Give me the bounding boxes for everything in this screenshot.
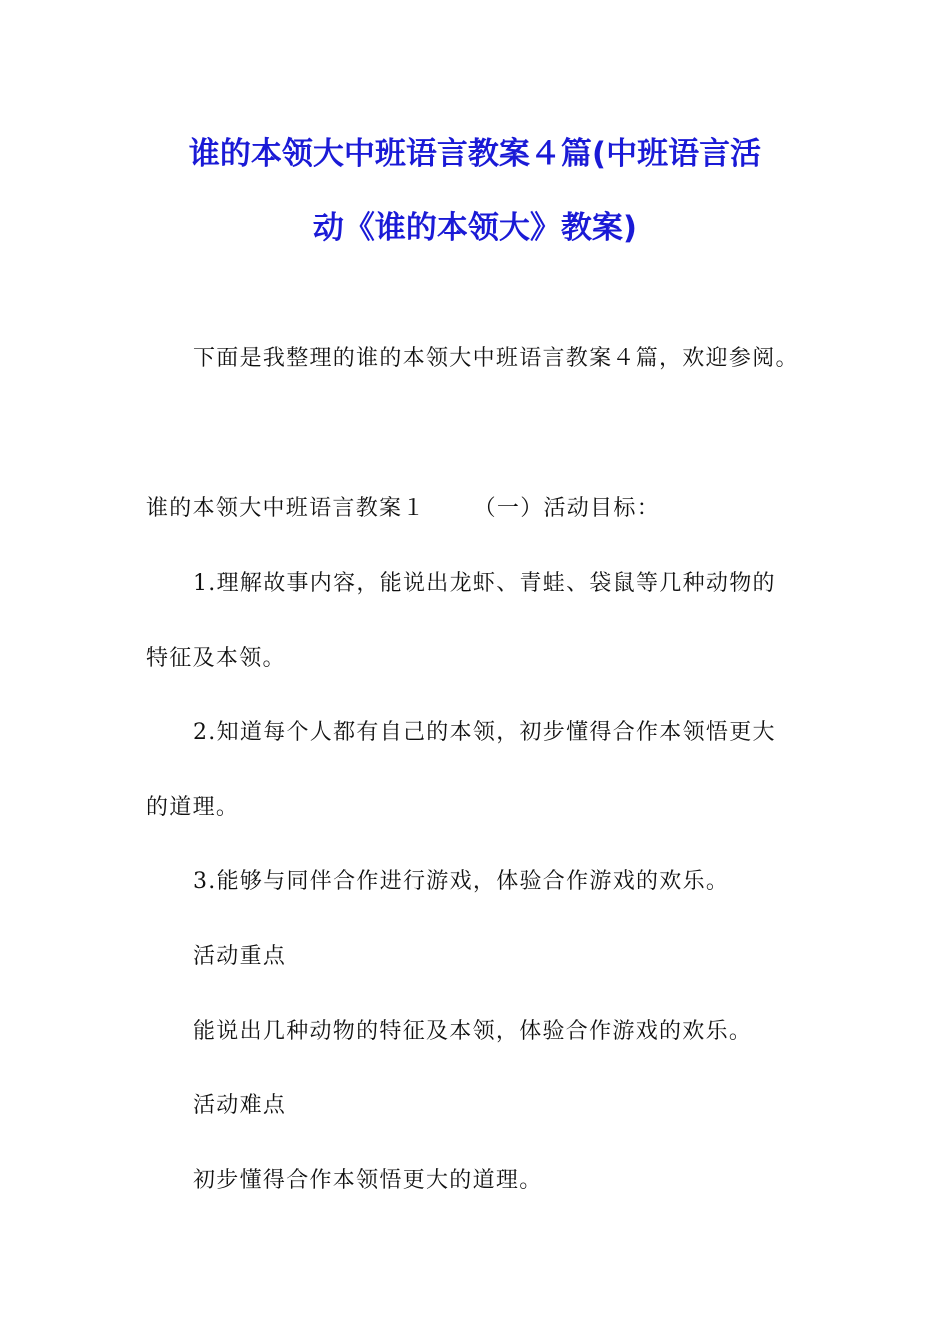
goal-2-line-1: 2.知道每个人都有自己的本领，初步懂得合作本领悟更大 <box>193 720 776 745</box>
intro-paragraph: 下面是我整理的谁的本领大中班语言教案４篇，欢迎参阅。 <box>193 346 799 371</box>
section-1-heading: 谁的本领大中班语言教案１ <box>146 496 426 521</box>
section-1-heading-line <box>146 493 660 525</box>
goal-2-line-2: 的道理。 <box>146 795 240 820</box>
key-point-label: 活动重点 <box>193 944 287 969</box>
section-1-subheading: （一）活动目标： <box>473 496 661 521</box>
goal-3: 3.能够与同伴合作进行游戏，体验合作游戏的欢乐。 <box>193 869 730 894</box>
difficulty-text: 初步懂得合作本领悟更大的道理。 <box>193 1168 543 1193</box>
key-point-text: 能说出几种动物的特征及本领，体验合作游戏的欢乐。 <box>193 1019 753 1044</box>
document-title-line-1: 谁的本领大中班语言教案４篇(中班语言活 <box>188 136 762 172</box>
document-title-line-2: 动《谁的本领大》教案) <box>312 210 638 246</box>
difficulty-label: 活动难点 <box>193 1093 287 1118</box>
goal-1-line-1: 1.理解故事内容，能说出龙虾、青蛙、袋鼠等几种动物的 <box>193 571 776 596</box>
goal-1-line-2: 特征及本领。 <box>146 646 286 671</box>
